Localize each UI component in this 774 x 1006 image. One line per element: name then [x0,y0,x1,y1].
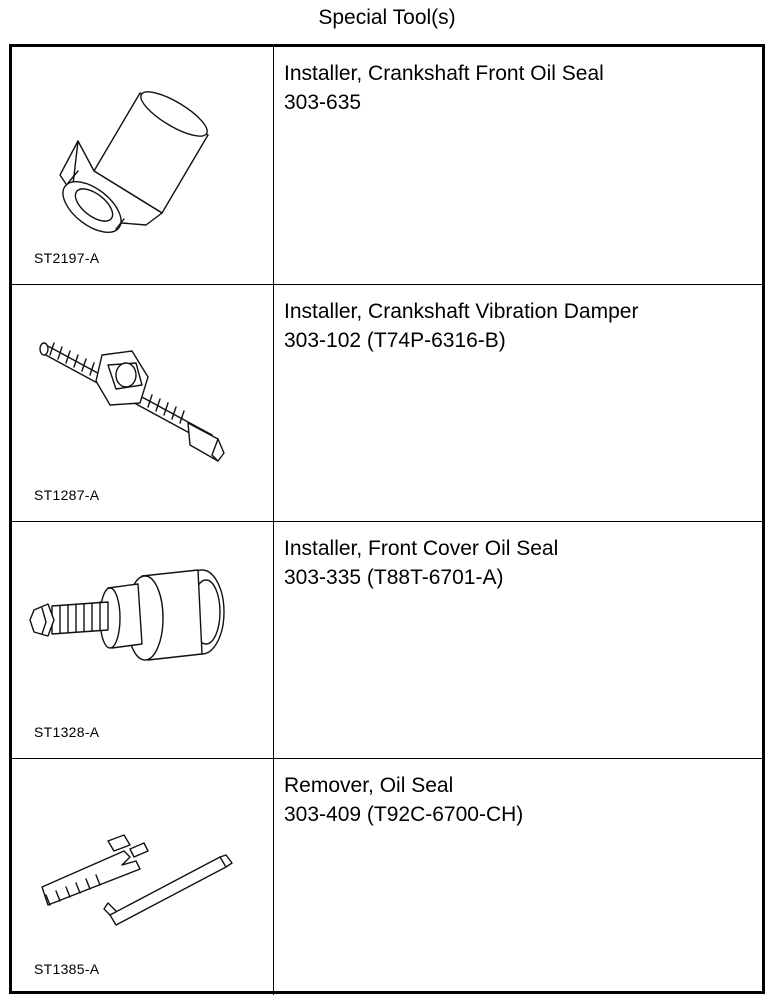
illustration-code: ST1385-A [34,961,100,977]
special-tools-table [9,44,765,994]
tool-illustration-cell [12,47,274,284]
illustration-code: ST1287-A [34,487,100,503]
tool-number: 303-635 [284,91,362,114]
page-title: Special Tool(s) [318,6,456,29]
tool-illustration-cell [12,285,274,521]
table-row [12,284,762,521]
tool-description-cell [274,522,762,758]
table-row [12,47,762,284]
table-row [12,521,762,758]
tool-description-cell [274,47,762,284]
tool-number: 303-102 (T74P-6316-B) [284,329,506,352]
illustration-code: ST2197-A [34,250,100,266]
tool-name: Installer, Crankshaft Front Oil Seal [284,62,604,85]
illustration-code: ST1328-A [34,724,100,740]
seal-installer-cylinder-icon [12,47,274,284]
tool-name: Remover, Oil Seal [284,774,454,797]
tool-description-cell [274,285,762,521]
tool-name: Installer, Front Cover Oil Seal [284,537,559,560]
tool-illustration-cell [12,522,274,758]
table-row [12,758,762,995]
tool-number: 303-409 (T92C-6700-CH) [284,803,524,826]
tool-description-cell [274,759,762,995]
tool-name: Installer, Crankshaft Vibration Damper [284,300,639,323]
tool-number: 303-335 (T88T-6701-A) [284,566,504,589]
tool-illustration-cell [12,759,274,995]
